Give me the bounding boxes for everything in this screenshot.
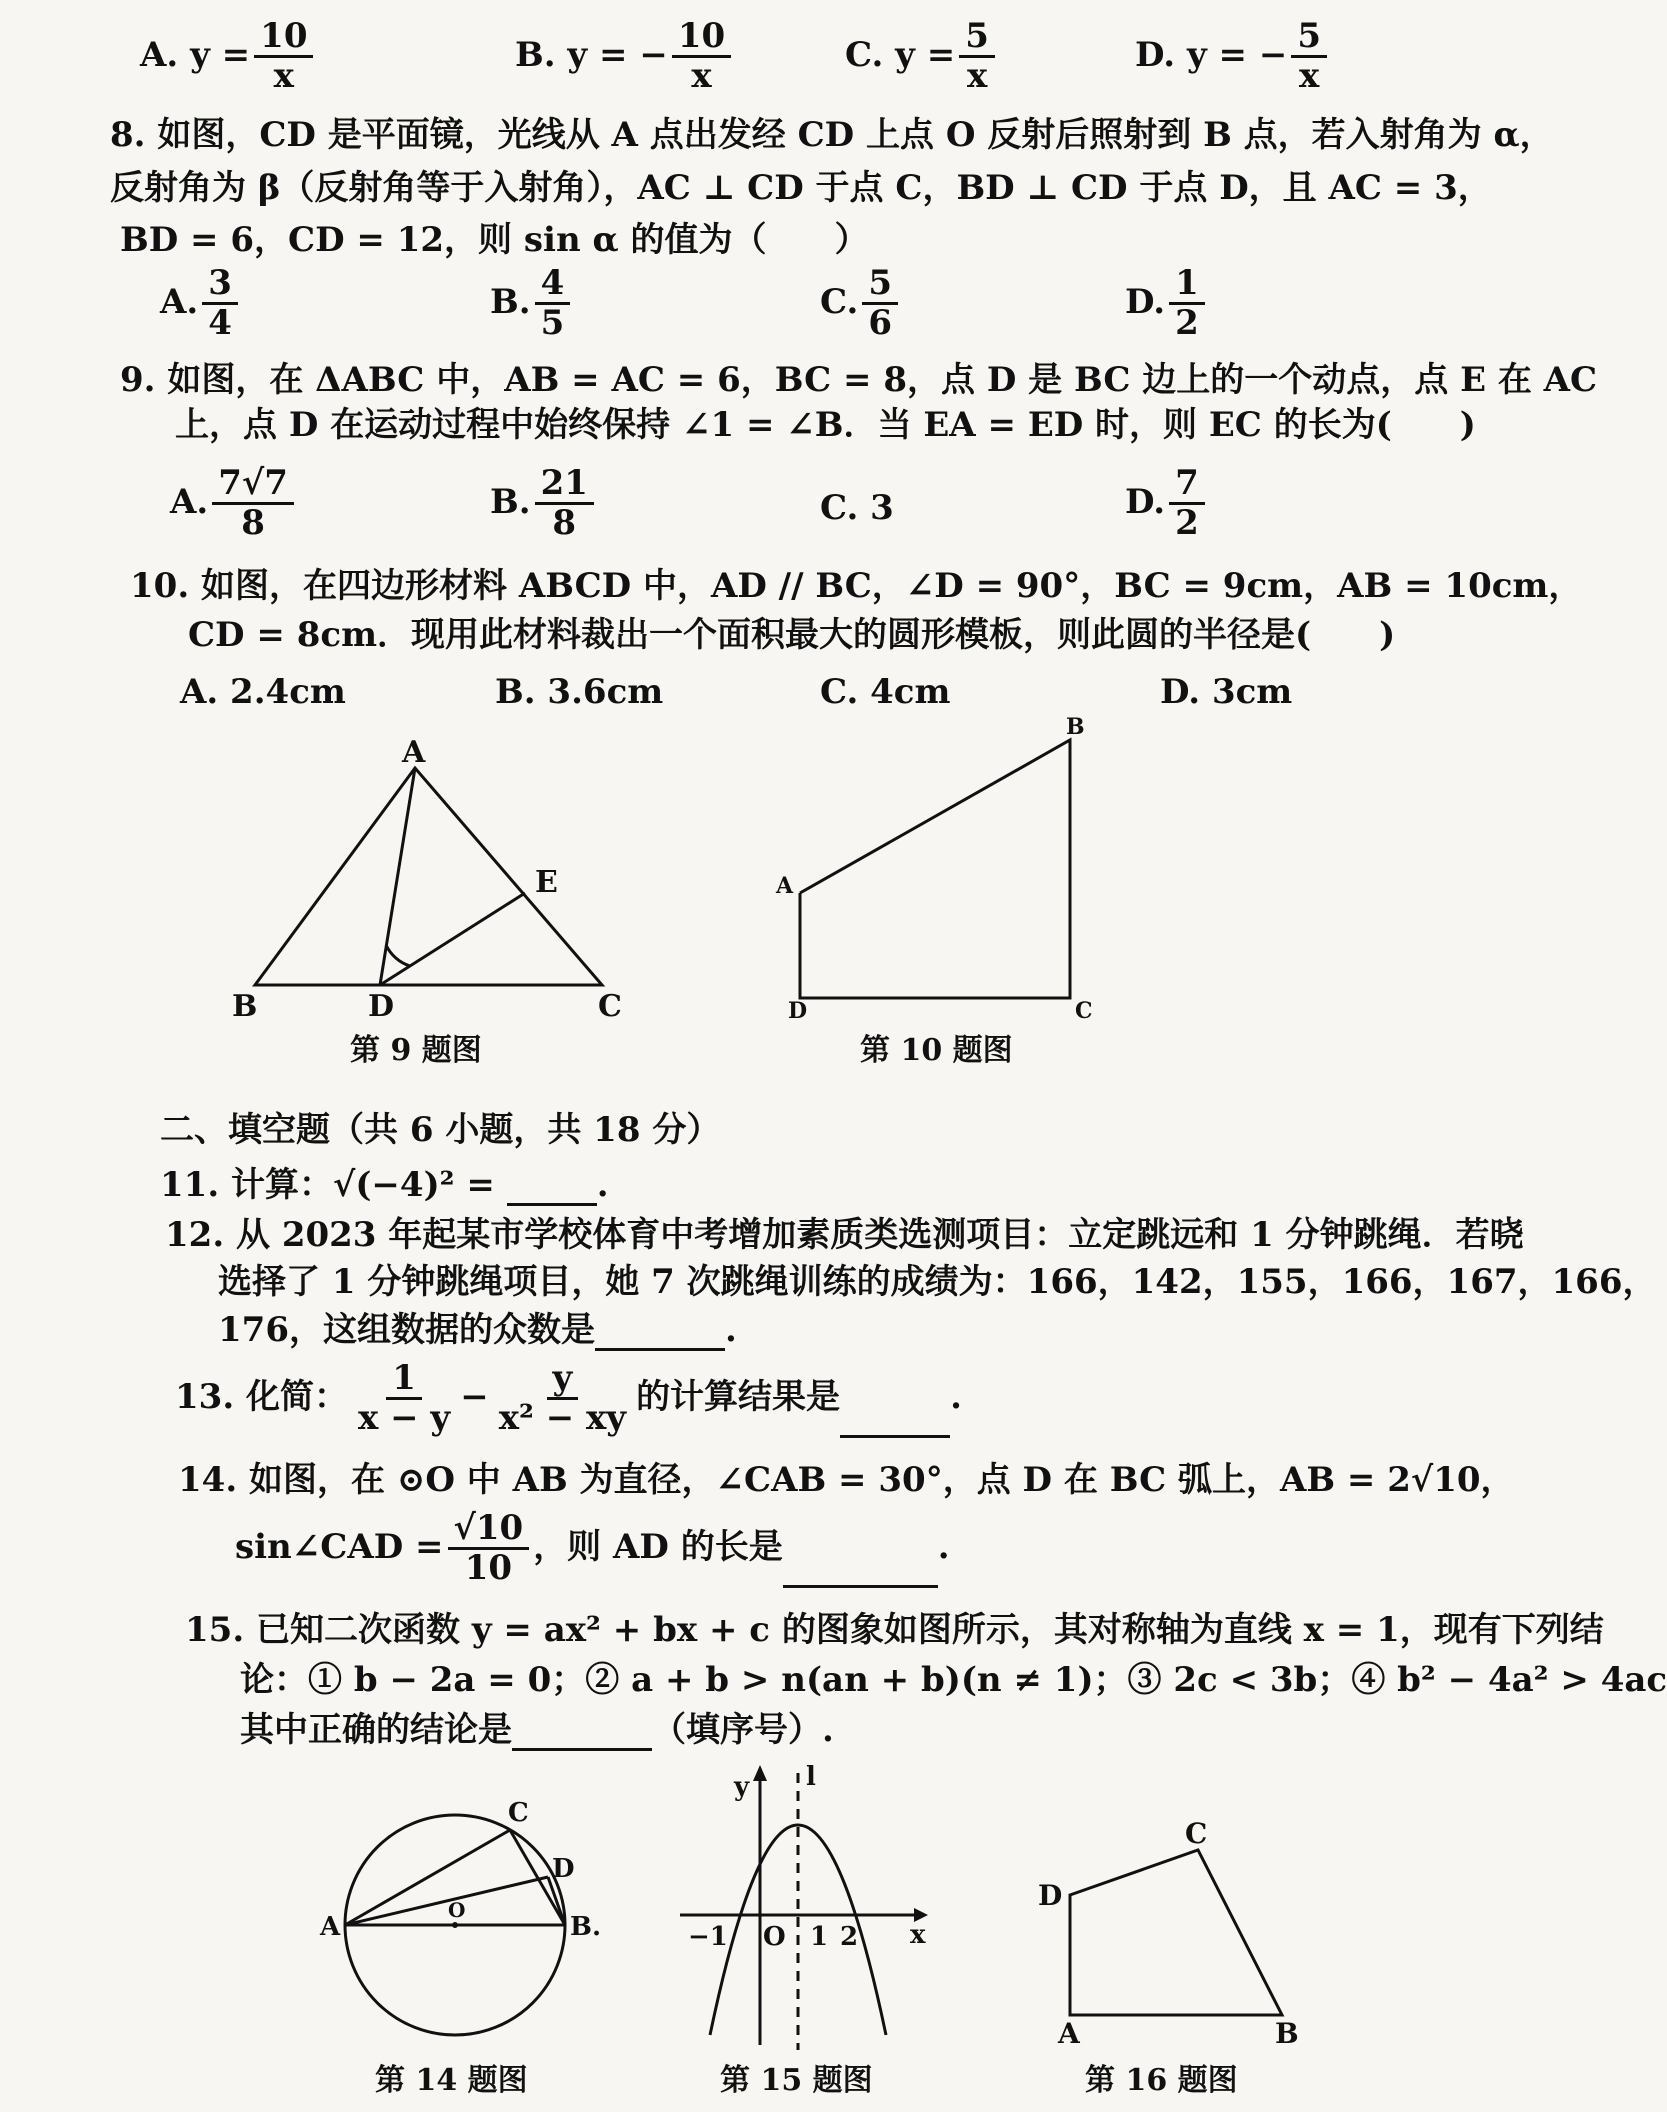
q11-blank[interactable] (507, 1173, 597, 1206)
label-d: D (1038, 1879, 1063, 1912)
label-b: B. (570, 1912, 602, 1942)
label-b: B (1066, 714, 1085, 740)
label-b: B (1275, 2017, 1299, 2050)
label-d: D (788, 998, 808, 1024)
chord-ac (345, 1830, 510, 1925)
label-origin: O (763, 1922, 786, 1952)
q10-option-d: D. 3cm (1160, 672, 1293, 712)
q10-option-a: A. 2.4cm (180, 672, 346, 712)
label-o: O (448, 1898, 466, 1922)
label-b: B (232, 989, 258, 1024)
segment-de (380, 893, 525, 985)
q9-option-a: A. $\frac{7√7}{8}$ (170, 465, 298, 543)
q12-line3: 176，这组数据的众数是 . (218, 1310, 737, 1350)
q10-option-b: B. 3.6cm (495, 672, 664, 712)
center-o (452, 1922, 458, 1928)
q8-line2: 反射角为 β（反射角等于入射角），AC ⊥ CD 于点 C，BD ⊥ CD 于点 D，且 AC = 3， (110, 168, 1492, 208)
q10-line1: 10. 如图，在四边形材料 ABCD 中，AD // BC，∠D = 90°，BC = 9cm，AB = 10cm， (130, 566, 1583, 606)
figure-14 (320, 1795, 610, 2055)
quadrilateral-abcd (800, 740, 1070, 998)
parabola (710, 1825, 886, 2035)
label-d: D (552, 1854, 575, 1884)
q9-line2: 上，点 D 在运动过程中始终保持 ∠1 = ∠B．当 EA = ED 时，则 EC 的长为( ) (175, 405, 1476, 445)
label-a: A (402, 735, 426, 770)
q8-line1: 8. 如图，CD 是平面镜，光线从 A 点出发经 CD 上点 O 反射后照射到 B 点，若入射角为 α， (110, 115, 1554, 155)
q10-option-c: C. 4cm (820, 672, 951, 712)
figure-10-caption: 第 10 题图 (860, 1033, 1013, 1068)
q15-line2: 论：① b − 2a = 0；② a + b > n(an + b)(n ≠ 1)；③ 2c < 3b；④ b² − 4a² > 4ac (240, 1660, 1667, 1700)
figure-15 (670, 1755, 940, 2055)
q8-option-b: B. $\frac{4}{5}$ (490, 265, 574, 343)
label-c: C (598, 989, 622, 1024)
label-a: A (320, 1912, 341, 1942)
figure-9 (220, 735, 622, 1040)
tick-minus-1: −1 (688, 1922, 728, 1952)
segment-ad (380, 768, 415, 985)
q9-option-b: B. $\frac{21}{8}$ (490, 465, 598, 543)
label-c: C (1185, 1817, 1208, 1850)
tick-2: 2 (840, 1922, 859, 1952)
label-d: D (368, 989, 395, 1024)
label-c: C (1075, 998, 1093, 1024)
q8-option-c: C. $\frac{5}{6}$ (820, 265, 902, 343)
y-axis-arrow (753, 1765, 767, 1781)
q15-line1: 15. 已知二次函数 y = ax² + bx + c 的图象如图所示，其对称轴为直线 x = 1，现有下列结 (185, 1610, 1604, 1650)
label-a: A (1058, 2017, 1080, 2050)
q8-option-d: D. $\frac{1}{2}$ (1125, 265, 1209, 343)
q12-line1: 12. 从 2023 年起某市学校体育中考增加素质类选测项目：立定跳远和 1 分钟跳绳．若晓 (165, 1215, 1524, 1255)
q8-option-a: A. $\frac{3}{4}$ (160, 265, 242, 343)
label-c: C (508, 1798, 529, 1828)
q13: 13. 化简： $\frac{1}{x - y}$ − $\frac{y}{\text{x² − xy}}$ 的计算结果是 . (175, 1358, 962, 1439)
chord-ad (345, 1877, 548, 1925)
q7-option-a: A. y = $\frac{10}{x}$ (140, 18, 317, 96)
figure-9-caption: 第 9 题图 (350, 1033, 482, 1068)
label-a: A (776, 873, 794, 899)
quadrilateral-abcd (1070, 1850, 1282, 2015)
label-y: y (734, 1772, 750, 1802)
q15-line3: 其中正确的结论是 （填序号）. (240, 1710, 834, 1750)
label-e: E (535, 865, 558, 900)
figure-10 (770, 714, 1100, 1028)
q14-blank[interactable] (783, 1555, 938, 1588)
q13-blank[interactable] (840, 1405, 950, 1438)
q14-line1: 14. 如图，在 ⊙O 中 AB 为直径，∠CAB = 30°，点 D 在 BC 弧上，AB = 2√10， (178, 1460, 1515, 1500)
q9-line1: 9. 如图，在 ΔABC 中，AB = AC = 6，BC = 8，点 D 是 BC 边上的一个动点，点 E 在 AC (120, 360, 1598, 400)
section-2-title: 二、填空题（共 6 小题，共 18 分） (160, 1110, 721, 1150)
q9-option-d: D. $\frac{7}{2}$ (1125, 465, 1209, 543)
figure-14-caption: 第 14 题图 (375, 2063, 528, 2098)
q8-line3: BD = 6，CD = 12，则 sin α 的值为（ ） (120, 220, 869, 260)
figure-16-caption: 第 16 题图 (1085, 2063, 1238, 2098)
q9-option-c: C. 3 (820, 488, 894, 528)
label-l: l (806, 1762, 816, 1792)
q7-option-d: D. y = − $\frac{5}{x}$ (1135, 18, 1331, 96)
q11: 11. 计算：√(−4)² = . (160, 1165, 609, 1205)
q7-option-c: C. y = $\frac{5}{x}$ (845, 18, 999, 96)
q14-line2: sin∠CAD = $\frac{√10}{10}$ ，则 AD 的长是 . (235, 1508, 950, 1589)
q12-line2: 选择了 1 分钟跳绳项目，她 7 次跳绳训练的成绩为：166，142，155，166，167，166， (218, 1262, 1657, 1302)
label-x: x (910, 1920, 926, 1950)
tick-1: 1 (810, 1922, 829, 1952)
q15-blank[interactable] (512, 1718, 652, 1751)
q12-blank[interactable] (595, 1318, 725, 1351)
q7-option-b: B. y = − $\frac{10}{x}$ (515, 18, 735, 96)
figure-16 (1020, 1815, 1320, 2050)
figure-15-caption: 第 15 题图 (720, 2063, 873, 2098)
q10-line2: CD = 8cm．现用此材料裁出一个面积最大的圆形模板，则此圆的半径是( ) (188, 615, 1396, 655)
angle-1-arc (386, 945, 410, 966)
